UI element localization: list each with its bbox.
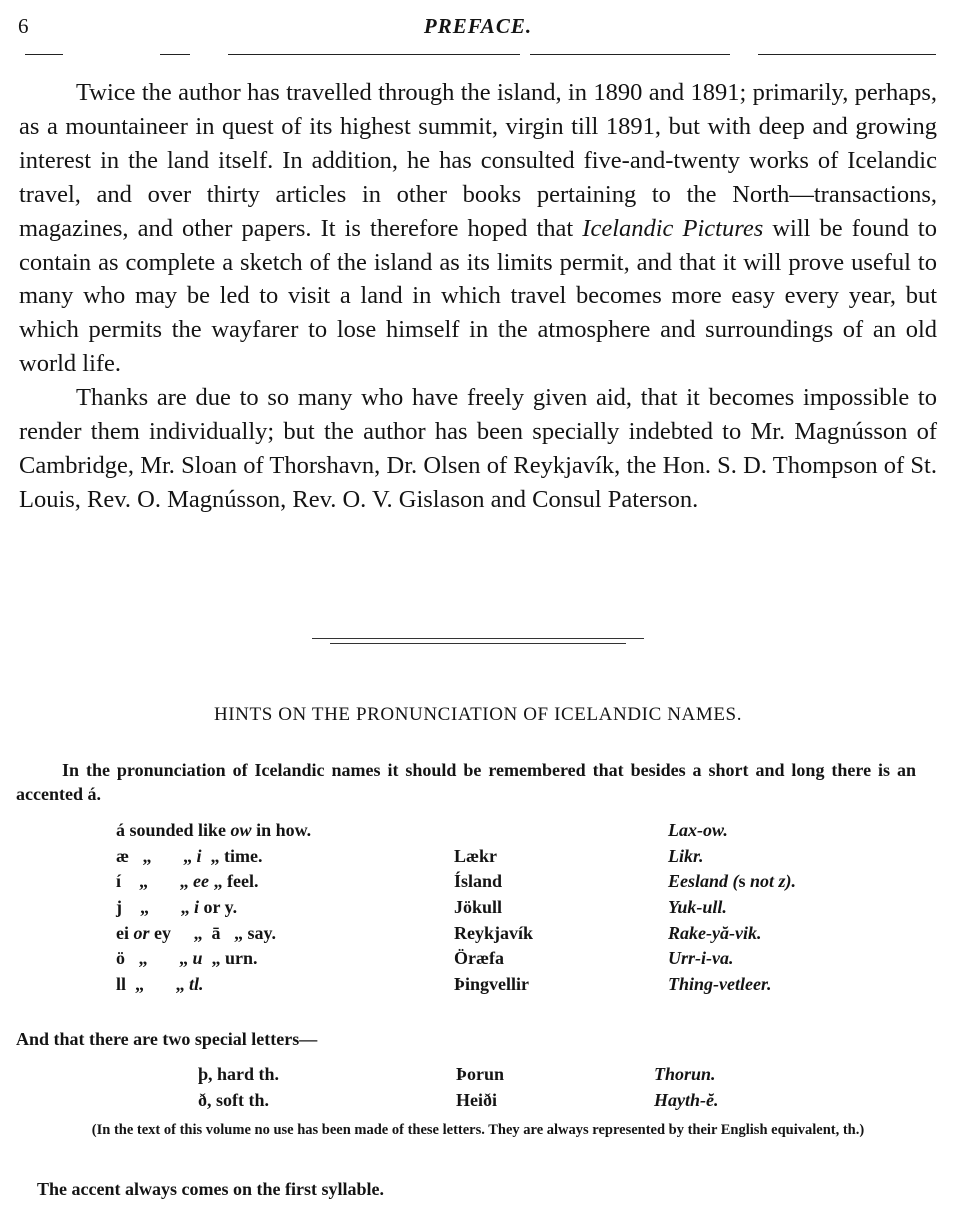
- book-title: Icelandic Pictures: [582, 214, 764, 242]
- special-letters-intro: And that there are two special letters—: [16, 1029, 318, 1049]
- pronunciation-rule: ei or ey „ ā „ say.: [116, 922, 277, 943]
- pronunciation-rule: ll „ „ tl.: [116, 974, 204, 995]
- special-word: Þorun: [456, 1064, 505, 1084]
- example-sound: Lax-ow.: [668, 820, 728, 840]
- example-sound: Urr-i-va.: [668, 948, 734, 969]
- letters-note: (In the text of this volume no use has been made of these letters. They are always represented by their English equivalent, th.): [91, 1122, 865, 1138]
- running-title: PREFACE.: [423, 14, 533, 38]
- page-number: 6: [18, 14, 29, 38]
- example-word: Ísland: [454, 871, 503, 892]
- example-word: Öræfa: [454, 948, 504, 969]
- pronunciation-rule: æ „ „ i „ time.: [116, 845, 263, 866]
- example-sound: Thing-vetleer.: [668, 974, 772, 995]
- preface-paragraph-1: Twice the author has travelled through the island, in 1890 and 1891; primarily, perhaps, as a mountaineer in quest of its highest summit, virgin till 1891, but with deep and growing interest in the land itself. In addition, he has consulted five-and-twenty works of Icelandic travel, and over thirty articles in other books pertaining to the North—transactions, magazines, and other papers. It is therefore hoped that Icelandic Pictures will be found to contain as complete a sketch of the island as its limits permit, and that it will prove useful to many who may be led to visit a land in which travel becomes more easy every year, but which permits the wayfarer to lose himself in the atmosphere and surroundings of an old world life.: [19, 79, 937, 378]
- special-sound: Hayth-ĕ.: [654, 1089, 719, 1110]
- special-letters-table: [198, 1064, 719, 1115]
- pronunciation-rule: j „ „ i or y.: [116, 897, 238, 918]
- example-word: Jökull: [454, 897, 503, 918]
- pronunciation-row: [116, 820, 796, 846]
- accent-note: The accent always comes on the first syllable.: [37, 1179, 384, 1199]
- pronunciation-table: [116, 820, 796, 1000]
- special-letter: þ, hard th.: [198, 1064, 280, 1084]
- pronunciation-rule: ö „ „ u „ urn.: [116, 948, 258, 969]
- pronunciation-row: [116, 974, 796, 1000]
- example-sound: Rake-yă-vik.: [668, 922, 762, 943]
- preface-text: [19, 76, 937, 517]
- example-word: Lækr: [454, 845, 498, 866]
- hints-title: HINTS ON THE PRONUNCIATION OF ICELANDIC NAMES.: [213, 704, 743, 725]
- example-sound: Likr.: [668, 845, 704, 866]
- example-word: Þingvellir: [454, 974, 529, 995]
- example-word: [454, 820, 668, 846]
- special-letter-row: [198, 1090, 719, 1116]
- special-letter-row: [198, 1064, 719, 1090]
- pronunciation-row: [116, 871, 796, 897]
- pronunciation-rule: á sounded like ow in how.: [116, 820, 312, 840]
- special-sound: Thorun.: [654, 1064, 716, 1084]
- hints-intro: In the pronunciation of Icelandic names it should be remembered that besides a short and long there is an accented á.: [16, 760, 916, 804]
- example-word: Reykjavík: [454, 922, 534, 943]
- example-sound: Yuk-ull.: [668, 897, 727, 918]
- special-letter: ð, soft th.: [198, 1089, 269, 1110]
- pronunciation-rule: í „ „ ee „ feel.: [116, 871, 259, 892]
- special-word: Heiði: [456, 1089, 497, 1110]
- pronunciation-row: [116, 897, 796, 923]
- pronunciation-row: [116, 923, 796, 949]
- pronunciation-row: [116, 846, 796, 872]
- example-sound: Eesland (s not z).: [668, 871, 797, 892]
- pronunciation-row: [116, 948, 796, 974]
- preface-paragraph-2: Thanks are due to so many who have freely given aid, that it becomes impossible to render them individually; but the author has been specially indebted to Mr. Magnússon of Cambridge, Mr. Sloan of Thorshavn, Dr. Olsen of Reykjavík, the Hon. S. D. Thompson of St. Louis, Rev. O. Magnússon, Rev. O. V. Gislason and Consul Paterson.: [19, 384, 937, 513]
